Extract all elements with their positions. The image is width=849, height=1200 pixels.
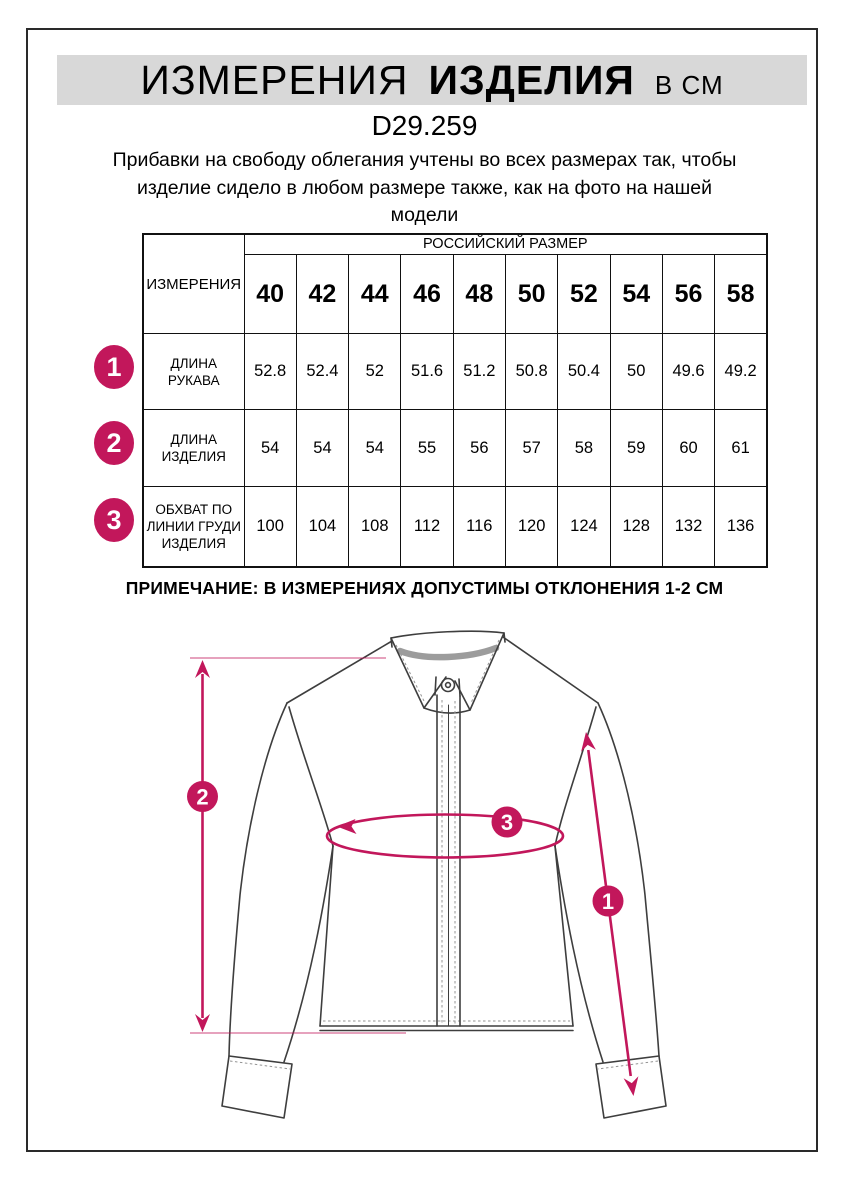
row-marker-2-badge bbox=[94, 421, 134, 465]
value-cell: 60 bbox=[662, 410, 714, 487]
value-cell: 50 bbox=[610, 334, 662, 410]
size-system-header-cell: РОССИЙСКИЙ РАЗМЕР bbox=[244, 234, 767, 255]
value-cell: 51.6 bbox=[401, 334, 453, 410]
table-row-chest-girth bbox=[143, 487, 767, 568]
row-marker-1-badge bbox=[94, 345, 134, 389]
row-marker-2-number: 2 bbox=[106, 427, 122, 458]
value-cell: 100 bbox=[244, 487, 296, 568]
row-label-cell: ДЛИНА РУКАВА bbox=[143, 334, 244, 410]
value-cell: 112 bbox=[401, 487, 453, 568]
row-marker-3-number: 3 bbox=[106, 504, 122, 535]
value-cell: 132 bbox=[662, 487, 714, 568]
neckband-bottom-seam bbox=[424, 708, 470, 713]
value-cell: 56 bbox=[453, 410, 505, 487]
front-placket bbox=[437, 695, 460, 1026]
value-cell: 55 bbox=[401, 410, 453, 487]
size-header-cell: 44 bbox=[349, 255, 401, 334]
title-product-word: ИЗДЕЛИЯ bbox=[428, 57, 635, 103]
right-shoulder-seam bbox=[503, 637, 598, 703]
row-label-cell: ДЛИНА ИЗДЕЛИЯ bbox=[143, 410, 244, 487]
value-cell: 61 bbox=[715, 410, 767, 487]
value-cell: 128 bbox=[610, 487, 662, 568]
diagram-marker-1-number: 1 bbox=[601, 889, 615, 914]
size-header-cell: 50 bbox=[505, 255, 557, 334]
size-header-cell: 58 bbox=[715, 255, 767, 334]
title-units: В СМ bbox=[654, 70, 724, 100]
diagram-marker-3 bbox=[492, 807, 523, 838]
left-sleeve-outer-edge bbox=[229, 703, 287, 1056]
left-body-side bbox=[320, 846, 333, 1026]
size-header-cell: 52 bbox=[558, 255, 610, 334]
value-cell: 124 bbox=[558, 487, 610, 568]
value-cell: 108 bbox=[349, 487, 401, 568]
value-cell: 52 bbox=[349, 334, 401, 410]
value-cell: 120 bbox=[505, 487, 557, 568]
garment-diagram bbox=[60, 615, 820, 1160]
value-cell: 49.6 bbox=[662, 334, 714, 410]
diagram-marker-2-number: 2 bbox=[196, 784, 209, 810]
description-line-2: изделие сидело в любом размере также, как на фото на нашей bbox=[136, 176, 713, 199]
tolerance-note: ПРИМЕЧАНИЕ: В ИЗМЕРЕНИЯХ ДОПУСТИМЫ ОТКЛОНЕНИЯ 1-2 СМ bbox=[125, 578, 724, 598]
chest-girth-ellipse bbox=[327, 815, 563, 858]
value-cell: 50.4 bbox=[558, 334, 610, 410]
measurements-header-cell: ИЗМЕРЕНИЯ bbox=[143, 234, 244, 334]
chest-arrow-head bbox=[337, 819, 357, 834]
left-cuff bbox=[222, 1056, 292, 1118]
value-cell: 54 bbox=[296, 410, 348, 487]
collar-inner-band bbox=[400, 648, 496, 657]
value-cell: 54 bbox=[349, 410, 401, 487]
collar bbox=[391, 631, 505, 713]
value-cell: 136 bbox=[715, 487, 767, 568]
collar-button-hole bbox=[446, 683, 451, 688]
description-line-1: Прибавки на свободу облегания учтены во всех размерах так, чтобы bbox=[112, 149, 737, 171]
size-table bbox=[142, 233, 768, 568]
value-cell: 104 bbox=[296, 487, 348, 568]
row-marker-3-badge bbox=[94, 498, 134, 542]
value-cell: 49.2 bbox=[715, 334, 767, 410]
size-header-cell: 56 bbox=[662, 255, 714, 334]
collar-button bbox=[442, 679, 455, 692]
table-row-garment-length bbox=[143, 410, 767, 487]
collar-top-edge bbox=[391, 631, 505, 647]
diagram-marker-1 bbox=[593, 886, 624, 917]
value-cell: 116 bbox=[453, 487, 505, 568]
right-sleeve-inner-edge bbox=[555, 846, 603, 1062]
diagram-marker-3-number: 3 bbox=[500, 810, 514, 835]
left-armhole-seam bbox=[289, 707, 333, 846]
shirt-outline bbox=[222, 637, 666, 1118]
value-cell: 57 bbox=[505, 410, 557, 487]
size-header-cell: 42 bbox=[296, 255, 348, 334]
row-marker-1-number: 1 bbox=[106, 351, 122, 382]
diagram-marker-2 bbox=[187, 781, 218, 812]
size-header-cell: 54 bbox=[610, 255, 662, 334]
value-cell: 58 bbox=[558, 410, 610, 487]
right-sleeve-outer-edge bbox=[598, 703, 659, 1056]
value-cell: 59 bbox=[610, 410, 662, 487]
sleeve-arrow-head-down bbox=[624, 1076, 639, 1096]
product-code: D29.259 bbox=[371, 110, 478, 141]
value-cell: 51.2 bbox=[453, 334, 505, 410]
title-bar bbox=[57, 55, 807, 105]
size-header-cell: 40 bbox=[244, 255, 296, 334]
value-cell: 52.8 bbox=[244, 334, 296, 410]
hem-line bbox=[320, 1026, 573, 1031]
right-armhole-seam bbox=[555, 707, 596, 846]
size-header-cell: 46 bbox=[401, 255, 453, 334]
table-row-sleeve-length bbox=[143, 334, 767, 410]
product-description bbox=[0, 147, 849, 230]
left-shoulder-seam bbox=[287, 641, 392, 703]
description-line-3: модели bbox=[390, 204, 459, 226]
title-main: ИЗМЕРЕНИЯ bbox=[140, 57, 409, 103]
value-cell: 54 bbox=[244, 410, 296, 487]
value-cell: 50.8 bbox=[505, 334, 557, 410]
row-label-cell: ОБХВАТ ПО ЛИНИИ ГРУДИ ИЗДЕЛИЯ bbox=[143, 487, 244, 568]
size-header-cell: 48 bbox=[453, 255, 505, 334]
value-cell: 52.4 bbox=[296, 334, 348, 410]
